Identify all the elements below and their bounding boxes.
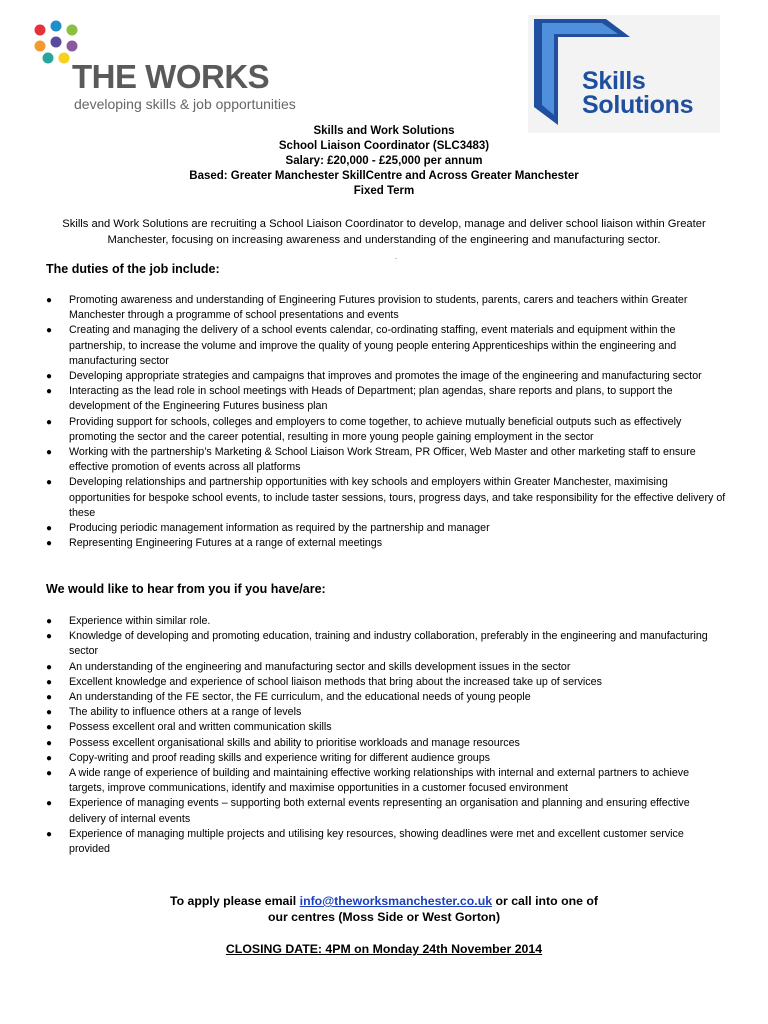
apply-line-1 xyxy=(0,893,768,909)
apply-instructions xyxy=(0,893,768,925)
logo-dot xyxy=(51,21,62,32)
list-item xyxy=(46,536,726,551)
list-item-text: Developing relationships and partnership opportunities with key schools and employers within Greater Manchester, maximising opportunities for bespoke school events, to include taster sessions, tours, progress days, and take responsibility for the effective delivery of these xyxy=(69,476,726,519)
list-item xyxy=(46,751,726,766)
bullet-icon: ● xyxy=(46,768,53,780)
intro-paragraph: Skills and Work Solutions are recruiting a School Liaison Coordinator to develop, manage and deliver school liaison within Greater Manchester, focusing on increasing awareness and understanding of the engineering and manufacturing sector. xyxy=(62,218,706,246)
list-item xyxy=(46,475,726,521)
duties-heading: The duties of the job include: xyxy=(46,262,220,276)
logo-dot xyxy=(43,53,54,64)
bullet-icon: ● xyxy=(46,447,53,459)
bullet-icon: ● xyxy=(46,477,53,489)
bullet-icon: ● xyxy=(46,371,53,383)
bullet-icon: ● xyxy=(46,707,53,719)
location: Based: Greater Manchester SkillCentre and Across Greater Manchester xyxy=(189,170,579,182)
list-item xyxy=(46,690,726,705)
bullet-icon: ● xyxy=(46,538,53,550)
duties-list xyxy=(46,293,726,551)
logo-dot xyxy=(35,25,46,36)
list-item-text: Developing appropriate strategies and campaigns that improves and promotes the image of the engineering and manufacturing sector xyxy=(69,370,702,383)
salary: Salary: £20,000 - £25,000 per annum xyxy=(285,155,483,167)
bullet-icon: ● xyxy=(46,325,53,337)
contract-term: Fixed Term xyxy=(353,185,415,197)
bullet-icon: ● xyxy=(46,386,53,398)
skills-word: Skills xyxy=(582,67,646,95)
list-item xyxy=(46,369,726,384)
bullet-icon: ● xyxy=(46,616,53,627)
list-item xyxy=(46,736,726,751)
job-role: School Liaison Coordinator (SLC3483) xyxy=(278,140,490,152)
apply-line-2: our centres (Moss Side or West Gorton) xyxy=(267,910,501,924)
bullet-icon: ● xyxy=(46,661,53,673)
list-item-text: Working with the partnership’s Marketing & School Liaison Work Stream, PR Officer, Web Master and other marketing staff to ensure effective promotion of events across all platforms xyxy=(69,446,696,474)
list-item-text: Possess excellent oral and written communication skills xyxy=(69,721,332,734)
the-works-logo xyxy=(32,20,302,112)
the-works-tagline: developing skills & job opportunities xyxy=(74,96,296,112)
list-item-text: Experience of managing events – supporting both external events representing an organisation and planning and ensuring effective delivery of internal events xyxy=(69,797,690,825)
list-item xyxy=(46,629,726,659)
list-item-text: A wide range of experience of building and maintaining effective working relationships with internal and external partners to achieve targets, improve communications, identify and maximise opportunities in a customer focused environment xyxy=(69,767,690,795)
list-item-text: Excellent knowledge and experience of school liaison methods that bring about the increased take up of services xyxy=(69,675,602,688)
list-item-text: Promoting awareness and understanding of Engineering Futures provision to students, parents, carers and teachers within Greater Manchester through a programme of school presentations and events xyxy=(69,294,688,322)
the-works-title: THE WORKS xyxy=(72,58,270,95)
list-item-text: The ability to influence others at a range of levels xyxy=(69,706,302,719)
list-item xyxy=(46,660,726,675)
list-item xyxy=(46,827,726,857)
list-item-text: Creating and managing the delivery of a school events calendar, co-ordinating staffing, event materials and equipment within the partnership, to increase the volume and improve the quality of young people entering Apprenticeships within the engineering and manufacturing sector xyxy=(69,324,677,367)
list-item-text: Knowledge of developing and promoting education, training and industry collaboration, preferably in the engineering and manufacturing sector xyxy=(69,630,708,658)
list-item-text: Possess excellent organisational skills and ability to prioritise workloads and manage resources xyxy=(69,736,520,749)
list-item-text: Copy-writing and proof reading skills and experience writing for different audience groups xyxy=(69,751,491,764)
logo-dot xyxy=(59,53,70,64)
bullet-icon: ● xyxy=(46,692,53,704)
logo-dot xyxy=(67,25,78,36)
bullet-icon: ● xyxy=(46,828,53,840)
bullet-icon: ● xyxy=(46,722,53,734)
list-item xyxy=(46,675,726,690)
bullet-icon: ● xyxy=(46,752,53,764)
list-item xyxy=(46,614,726,629)
list-item xyxy=(46,705,726,720)
list-item xyxy=(46,384,726,414)
list-item xyxy=(46,445,726,475)
skills-solutions-wordmark xyxy=(582,69,693,117)
skills-solutions-logo xyxy=(528,15,720,133)
bullet-icon: ● xyxy=(46,295,53,306)
requirements-heading: We would like to hear from you if you have/are: xyxy=(46,582,326,596)
logo-dot xyxy=(51,37,62,48)
list-item xyxy=(46,720,726,735)
list-item xyxy=(46,415,726,445)
stray-mark: . xyxy=(395,252,398,261)
apply-prefix: To apply please email xyxy=(170,894,297,908)
list-item-text: An understanding of the FE sector, the FE curriculum, and the educational needs of young people xyxy=(69,691,531,704)
bullet-icon: ● xyxy=(46,523,53,535)
logo-dot xyxy=(67,41,78,52)
list-item-text: An understanding of the engineering and manufacturing sector and skills development issues in the sector xyxy=(69,660,571,673)
list-item-text: Providing support for schools, colleges and employers to come together, to achieve mutually beneficial outputs such as effectively promoting the sector and the career potential, resulting in more young people gaining employment in the sector xyxy=(69,415,682,443)
closing-date: CLOSING DATE: 4PM on Monday 24th November 2014 xyxy=(225,942,543,956)
list-item xyxy=(46,521,726,536)
list-item xyxy=(46,766,726,796)
apply-suffix: or call into one of xyxy=(495,894,598,908)
list-item-text: Experience within similar role. xyxy=(69,615,211,627)
list-item xyxy=(46,293,726,323)
bullet-icon: ● xyxy=(46,737,53,749)
list-item xyxy=(46,323,726,369)
list-item-text: Interacting as the lead role in school meetings with Heads of Department; plan agendas, share reports and plans, to support the development of the Engineering Futures business plan xyxy=(69,385,673,413)
bullet-icon: ● xyxy=(46,798,53,810)
list-item xyxy=(46,796,726,826)
organisation-name: Skills and Work Solutions xyxy=(313,125,455,137)
list-item-text: Representing Engineering Futures at a range of external meetings xyxy=(69,537,383,550)
list-item-text: Producing periodic management information as required by the partnership and manager xyxy=(69,522,490,535)
requirements-list xyxy=(46,614,726,857)
bullet-icon: ● xyxy=(46,416,53,428)
job-header xyxy=(0,124,768,199)
list-item-text: Experience of managing multiple projects and utilising key resources, showing deadlines were met and excellent customer service provided xyxy=(69,827,684,856)
logo-dot xyxy=(35,41,46,52)
email-link[interactable]: info@theworksmanchester.co.uk xyxy=(299,894,493,908)
solutions-word: Solutions xyxy=(582,91,694,119)
bullet-icon: ● xyxy=(46,631,53,643)
bullet-icon: ● xyxy=(46,676,53,688)
